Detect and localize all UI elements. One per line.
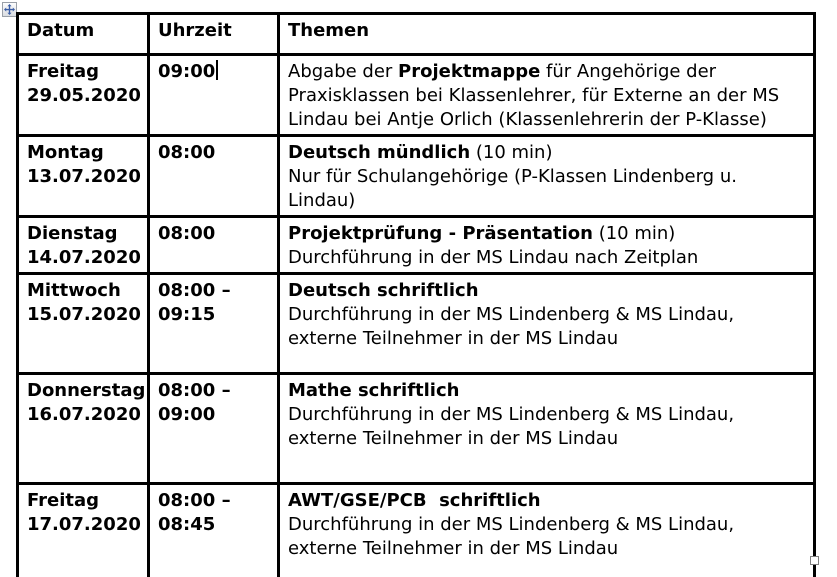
- table-row: [18, 484, 815, 577]
- uhrzeit-value: 08:00: [158, 142, 216, 163]
- move-icon: [4, 0, 15, 19]
- themen-title-segment: Projektmappe: [398, 61, 541, 82]
- table-row: [18, 217, 815, 274]
- table-row: [18, 55, 815, 136]
- themen-cell[interactable]: [279, 484, 815, 577]
- uhrzeit-value: 08:00 – 09:00: [158, 380, 231, 425]
- themen-cell[interactable]: [279, 136, 815, 217]
- themen-cell[interactable]: [279, 217, 815, 274]
- uhrzeit-cell[interactable]: [149, 217, 279, 274]
- datum-cell[interactable]: Mittwoch 15.07.2020: [18, 274, 149, 374]
- datum-cell[interactable]: Dienstag 14.07.2020: [18, 217, 149, 274]
- themen-text-segment: (10 min) Nur für Schulangehörige (P-Klassen Lindenberg u. Lindau): [288, 142, 737, 211]
- table-row: [18, 274, 815, 374]
- table-move-handle[interactable]: [2, 2, 17, 17]
- datum-cell[interactable]: Freitag 29.05.2020: [18, 55, 149, 136]
- uhrzeit-value: 08:00 – 08:45: [158, 490, 231, 535]
- themen-cell[interactable]: [279, 274, 815, 374]
- column-header-datum[interactable]: Datum: [18, 14, 149, 55]
- themen-title-segment: Deutsch mündlich: [288, 142, 471, 163]
- exam-schedule-table: [16, 12, 816, 577]
- uhrzeit-cell[interactable]: [149, 55, 279, 136]
- datum-cell[interactable]: Donnerstag 16.07.2020: [18, 374, 149, 484]
- table-body: [18, 55, 815, 577]
- themen-text-segment: (10 min) Durchführung in der MS Lindau nach Zeitplan: [288, 223, 699, 268]
- themen-text-segment: für Angehörige der Praxisklassen bei Klassenlehrer, für Externe an der MS Lindau bei Antje Orlich (Klassenlehrerin der P-Klasse): [288, 61, 780, 130]
- text-cursor: [216, 60, 218, 80]
- themen-cell[interactable]: [279, 55, 815, 136]
- table-resize-handle[interactable]: [810, 556, 819, 565]
- uhrzeit-value: 08:00 – 09:15: [158, 280, 231, 325]
- uhrzeit-cell[interactable]: [149, 484, 279, 577]
- themen-cell[interactable]: [279, 374, 815, 484]
- datum-cell[interactable]: Montag 13.07.2020: [18, 136, 149, 217]
- uhrzeit-value: 08:00: [158, 223, 216, 244]
- themen-title-segment: Deutsch schriftlich: [288, 280, 479, 301]
- themen-text-segment: Abgabe der: [288, 61, 399, 82]
- themen-title-segment: Projektprüfung - Präsentation: [288, 223, 593, 244]
- themen-text-segment: Durchführung in der MS Lindenberg & MS Lindau, externe Teilnehmer in der MS Lindau: [288, 304, 735, 349]
- uhrzeit-cell[interactable]: [149, 274, 279, 374]
- uhrzeit-cell[interactable]: [149, 374, 279, 484]
- uhrzeit-value: 09:00: [158, 61, 216, 82]
- themen-text-segment: Durchführung in der MS Lindenberg & MS Lindau, externe Teilnehmer in der MS Lindau: [288, 514, 735, 559]
- column-header-uhrzeit[interactable]: Uhrzeit: [149, 14, 279, 55]
- column-header-themen[interactable]: Themen: [279, 14, 815, 55]
- themen-title-segment: Mathe schriftlich: [288, 380, 460, 401]
- table-row: [18, 136, 815, 217]
- table-row: [18, 374, 815, 484]
- themen-text-segment: Durchführung in der MS Lindenberg & MS Lindau, externe Teilnehmer in der MS Lindau: [288, 404, 735, 449]
- datum-cell[interactable]: Freitag 17.07.2020: [18, 484, 149, 577]
- header-row: [18, 14, 815, 55]
- themen-title-segment: AWT/GSE/PCB schriftlich: [288, 490, 541, 511]
- uhrzeit-cell[interactable]: [149, 136, 279, 217]
